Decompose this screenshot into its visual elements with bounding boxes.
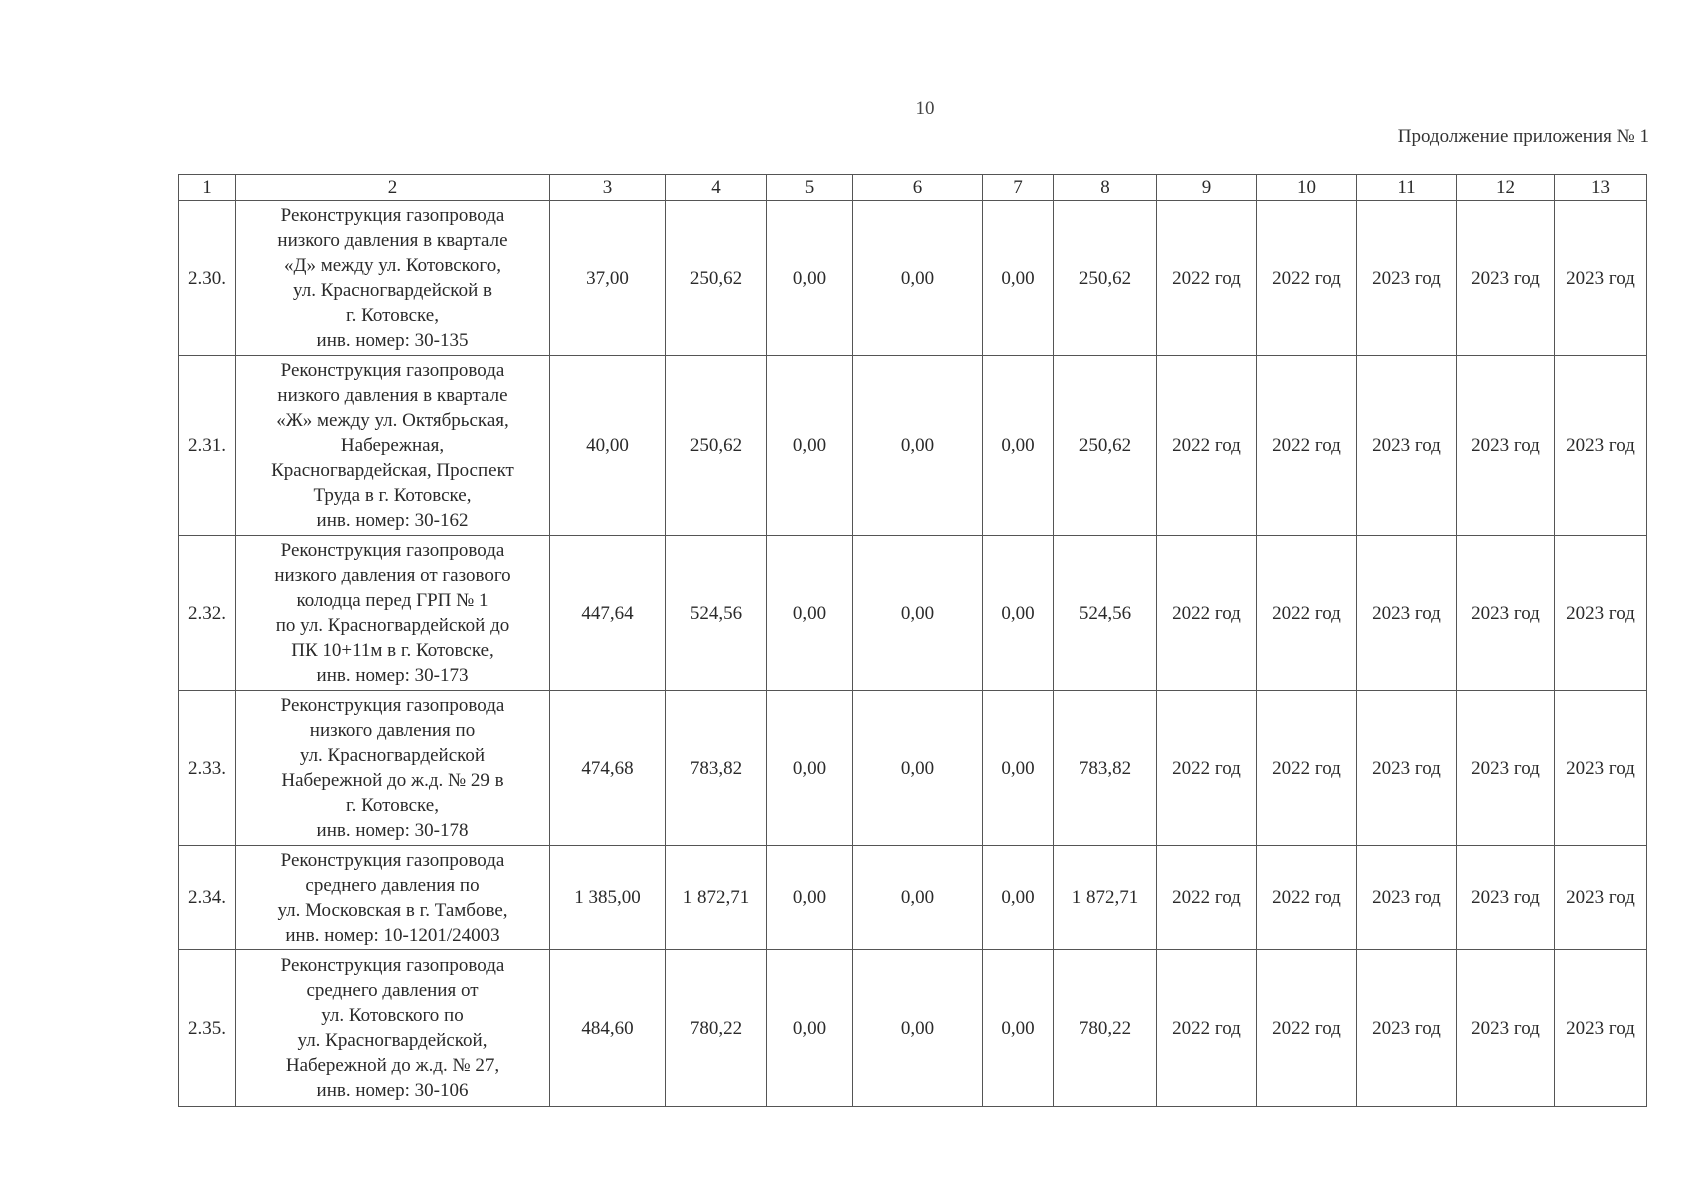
cell-col8: 524,56 (1054, 536, 1157, 691)
cell-col9: 2022 год (1157, 356, 1257, 536)
cell-col8: 250,62 (1054, 356, 1157, 536)
cell-col7: 0,00 (983, 691, 1054, 846)
cell-col11: 2023 год (1357, 201, 1457, 356)
cell-col6: 0,00 (853, 201, 983, 356)
cell-col10: 2022 год (1257, 950, 1357, 1107)
column-header: 4 (666, 175, 767, 201)
cell-col13: 2023 год (1555, 356, 1647, 536)
cell-col9: 2022 год (1157, 846, 1257, 950)
page-number: 10 (915, 98, 935, 119)
cell-col5: 0,00 (767, 950, 853, 1107)
cell-col4: 524,56 (666, 536, 767, 691)
cell-col4: 1 872,71 (666, 846, 767, 950)
table-row (179, 846, 1647, 950)
cell-col8: 1 872,71 (1054, 846, 1157, 950)
cell-col9: 2022 год (1157, 950, 1257, 1107)
column-header: 5 (767, 175, 853, 201)
cell-col6: 0,00 (853, 950, 983, 1107)
table-row (179, 691, 1647, 846)
cell-col10: 2022 год (1257, 201, 1357, 356)
table-row (179, 950, 1647, 1107)
cell-col10: 2022 год (1257, 356, 1357, 536)
cell-col7: 0,00 (983, 536, 1054, 691)
object-description: Реконструкция газопровода среднего давления от ул. Котовского по ул. Красногвардейской, Набережной до ж.д. № 27, инв. номер: 30-106 (236, 950, 550, 1107)
cell-col3: 447,64 (550, 536, 666, 691)
column-header: 7 (983, 175, 1054, 201)
cell-col11: 2023 год (1357, 356, 1457, 536)
row-number: 2.30. (179, 201, 236, 356)
cell-col11: 2023 год (1357, 536, 1457, 691)
column-header: 3 (550, 175, 666, 201)
column-header: 13 (1555, 175, 1647, 201)
table-body (179, 201, 1647, 1107)
header-row (179, 175, 1647, 201)
cell-col3: 484,60 (550, 950, 666, 1107)
cell-col7: 0,00 (983, 356, 1054, 536)
object-description: Реконструкция газопровода среднего давления по ул. Московская в г. Тамбове, инв. номер: 10-1201/24003 (236, 846, 550, 950)
cell-col4: 250,62 (666, 356, 767, 536)
object-description: Реконструкция газопровода низкого давления от газового колодца перед ГРП № 1 по ул. Красногвардейской до ПК 10+11м в г. Котовске, инв. номер: 30-173 (236, 536, 550, 691)
cell-col6: 0,00 (853, 536, 983, 691)
cell-col11: 2023 год (1357, 950, 1457, 1107)
cell-col11: 2023 год (1357, 846, 1457, 950)
cell-col7: 0,00 (983, 950, 1054, 1107)
cell-col6: 0,00 (853, 846, 983, 950)
column-header: 8 (1054, 175, 1157, 201)
cell-col3: 40,00 (550, 356, 666, 536)
object-description: Реконструкция газопровода низкого давления по ул. Красногвардейской Набережной до ж.д. № 29 в г. Котовске, инв. номер: 30-178 (236, 691, 550, 846)
cell-col12: 2023 год (1457, 950, 1555, 1107)
column-header: 2 (236, 175, 550, 201)
cell-col11: 2023 год (1357, 691, 1457, 846)
cell-col5: 0,00 (767, 846, 853, 950)
cell-col7: 0,00 (983, 846, 1054, 950)
cell-col5: 0,00 (767, 691, 853, 846)
cell-col13: 2023 год (1555, 691, 1647, 846)
column-header: 9 (1157, 175, 1257, 201)
cell-col13: 2023 год (1555, 536, 1647, 691)
row-number: 2.32. (179, 536, 236, 691)
cell-col5: 0,00 (767, 356, 853, 536)
row-number: 2.34. (179, 846, 236, 950)
column-header: 12 (1457, 175, 1555, 201)
row-number: 2.33. (179, 691, 236, 846)
row-number: 2.31. (179, 356, 236, 536)
cell-col4: 780,22 (666, 950, 767, 1107)
cell-col12: 2023 год (1457, 691, 1555, 846)
cell-col10: 2022 год (1257, 691, 1357, 846)
column-header: 10 (1257, 175, 1357, 201)
cell-col10: 2022 год (1257, 846, 1357, 950)
row-number: 2.35. (179, 950, 236, 1107)
cell-col12: 2023 год (1457, 846, 1555, 950)
cell-col13: 2023 год (1555, 950, 1647, 1107)
cell-col6: 0,00 (853, 691, 983, 846)
cell-col8: 250,62 (1054, 201, 1157, 356)
cell-col5: 0,00 (767, 201, 853, 356)
column-header: 1 (179, 175, 236, 201)
column-header: 6 (853, 175, 983, 201)
cell-col5: 0,00 (767, 536, 853, 691)
cell-col4: 250,62 (666, 201, 767, 356)
cell-col8: 780,22 (1054, 950, 1157, 1107)
cell-col9: 2022 год (1157, 691, 1257, 846)
cell-col13: 2023 год (1555, 201, 1647, 356)
table-row (179, 356, 1647, 536)
table-header (179, 175, 1647, 201)
cell-col9: 2022 год (1157, 536, 1257, 691)
object-description: Реконструкция газопровода низкого давления в квартале «Д» между ул. Котовского, ул. Красногвардейской в г. Котовске, инв. номер: 30-135 (236, 201, 550, 356)
cell-col3: 474,68 (550, 691, 666, 846)
cell-col3: 1 385,00 (550, 846, 666, 950)
cell-col3: 37,00 (550, 201, 666, 356)
cell-col12: 2023 год (1457, 536, 1555, 691)
column-header: 11 (1357, 175, 1457, 201)
cell-col4: 783,82 (666, 691, 767, 846)
cell-col6: 0,00 (853, 356, 983, 536)
cell-col12: 2023 год (1457, 201, 1555, 356)
cell-col8: 783,82 (1054, 691, 1157, 846)
cell-col9: 2022 год (1157, 201, 1257, 356)
cell-col12: 2023 год (1457, 356, 1555, 536)
cell-col10: 2022 год (1257, 536, 1357, 691)
appendix-note: Продолжение приложения № 1 (1397, 126, 1649, 147)
cell-col7: 0,00 (983, 201, 1054, 356)
object-description: Реконструкция газопровода низкого давления в квартале «Ж» между ул. Октябрьская, Набережная, Красногвардейская, Проспект Труда в г. Котовске, инв. номер: 30-162 (236, 356, 550, 536)
table-row (179, 536, 1647, 691)
table-row (179, 201, 1647, 356)
cell-col13: 2023 год (1555, 846, 1647, 950)
data-table (178, 174, 1647, 1107)
